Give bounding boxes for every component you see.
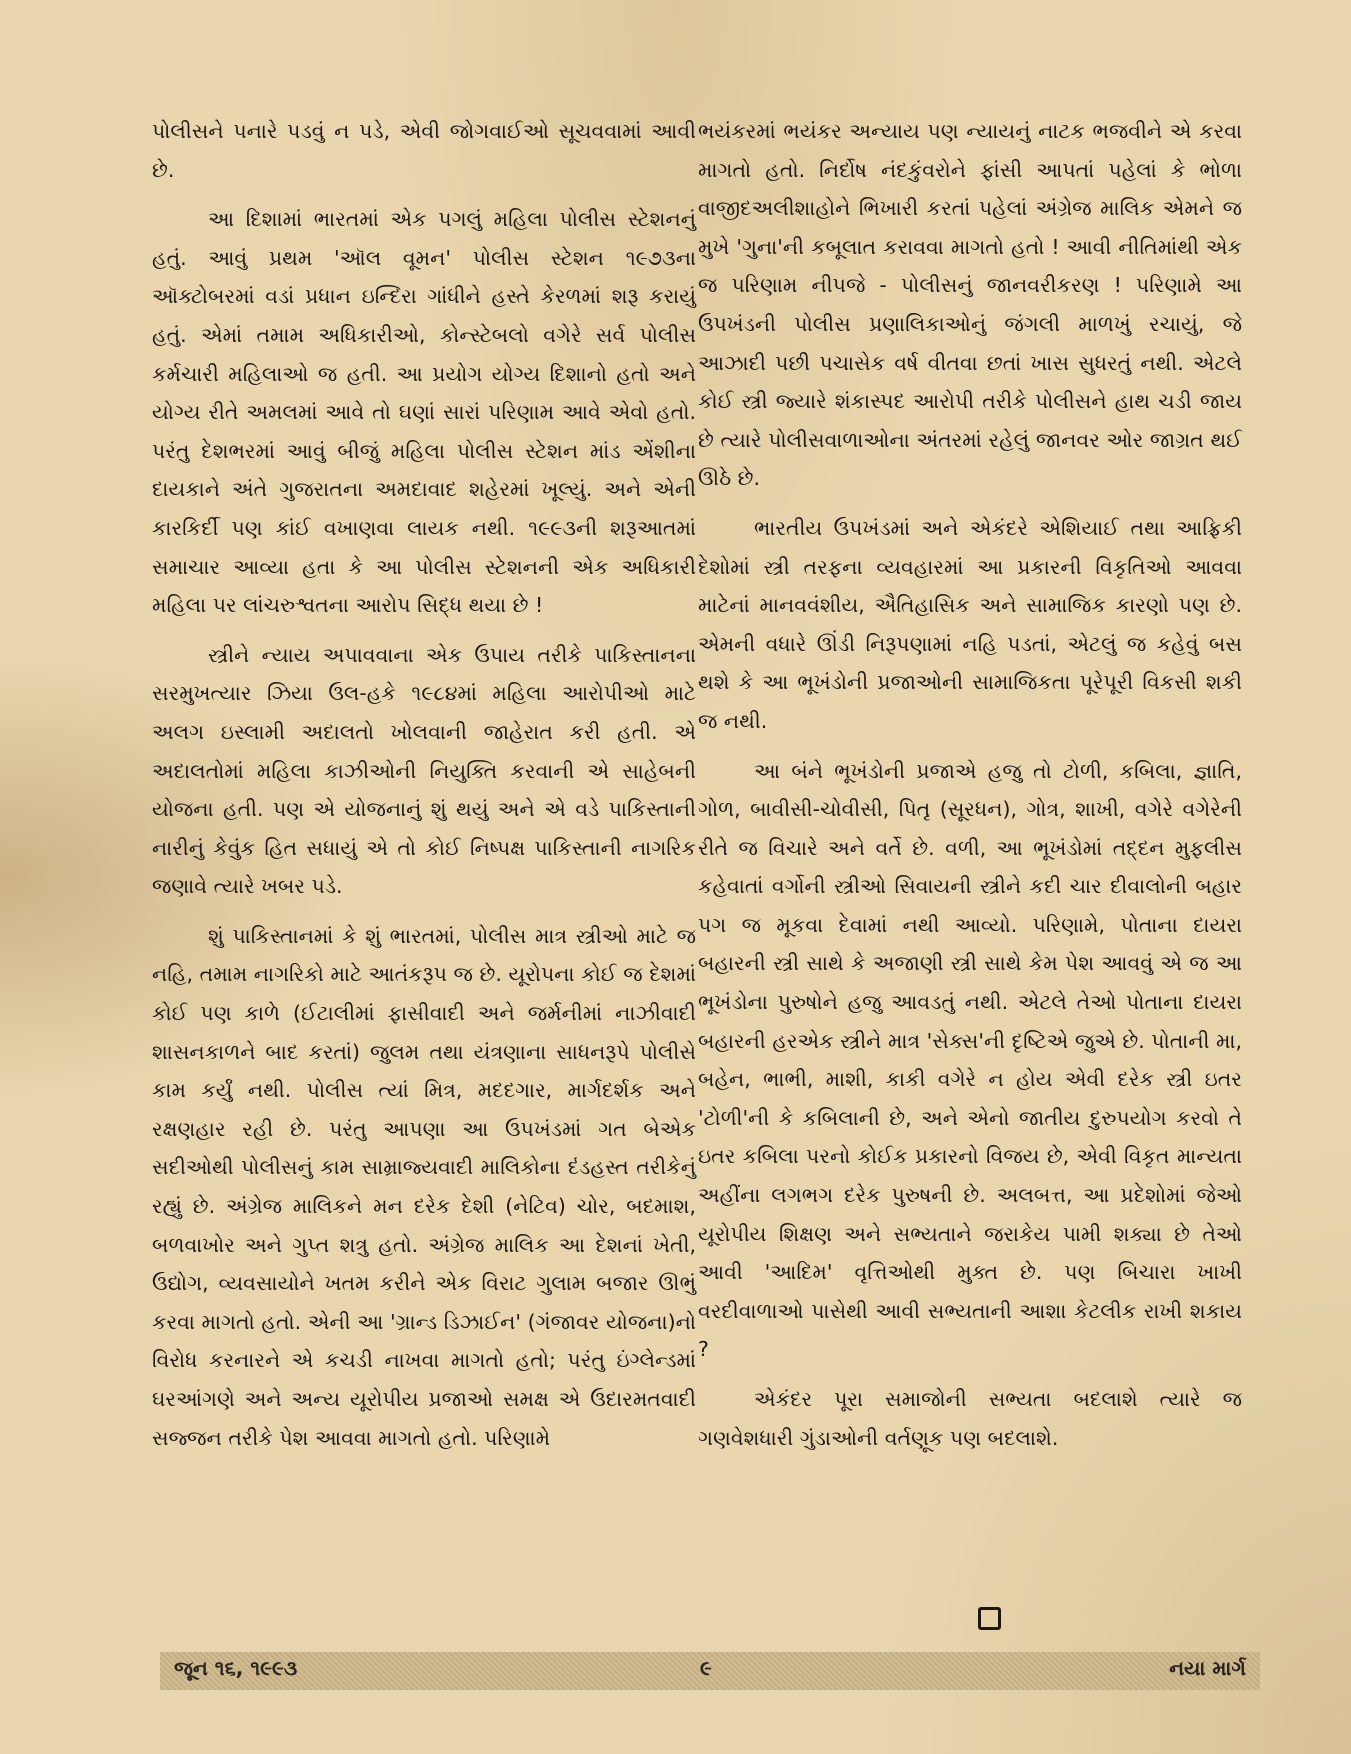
end-of-article-square-icon bbox=[978, 1607, 1001, 1630]
right-column bbox=[698, 112, 1242, 1457]
paragraph: પોલીસને પનારે પડવું ન પડે, એવી જોગવાઈઓ સૂચવવામાં આવી છે. bbox=[152, 119, 696, 182]
paragraph: આ દિશામાં ભારતમાં એક પગલું મહિલા પોલીસ સ્ટેશનનું હતું. આવું પ્રથમ 'ઑલ વૂમન' પોલીસ સ્ટેશન ૧૯૭૩ના ઑક્ટોબરમાં વડાં પ્રધાન ઇન્દિરા ગાંધીને હસ્તે કેરળમાં શરૂ કરાયું હતું. એમાં તમામ અધિકારીઓ, કોન્સ્ટેબલો વગેરે સર્વ પોલીસ કર્મચારી મહિલાઓ જ હતી. આ પ્રયોગ યોગ્ય દિશાનો હતો અને યોગ્ય રીતે અમલમાં આવે તો ઘણાં સારાં પરિણામ આવે એવો હતો. પરંતુ દેશભરમાં આવું બીજું મહિલા પોલીસ સ્ટેશન માંડ એંશીના દાયકાને અંતે ગુજરાતના અમદાવાદ શહેરમાં ખૂલ્યું. અને એની કારકિર્દી પણ કાંઈ વખાણવા લાયક નથી. ૧૯૯૩ની શરૂઆતમાં સમાચાર આવ્યા હતા કે આ પોલીસ સ્ટેશનની એક અધિકારી મહિલા પર લાંચરુશ્વતના આરોપ સિદ્ધ થયા છે ! bbox=[152, 207, 696, 618]
issue-date: જૂન ૧૬, ૧૯૯૩ bbox=[174, 1656, 298, 1680]
magazine-name: નયા માર્ગ bbox=[1169, 1656, 1246, 1680]
paragraph: એકંદર પૂરા સમાજોની સભ્યતા બદલાશે ત્યારે જ ગણવેશધારી ગુંડાઓની વર્તણૂક પણ બદલાશે. bbox=[698, 1387, 1242, 1450]
page-footer bbox=[160, 1652, 1260, 1690]
paragraph: સ્ત્રીને ન્યાય અપાવવાના એક ઉપાય તરીકે પાકિસ્તાનના સરમુખત્યાર ઝિયા ઉલ-હકે ૧૯૮૪માં મહિલા આરોપીઓ માટે અલગ ઇસ્લામી અદાલતો ખોલવાની જાહેરાત કરી હતી. એ અદાલતોમાં મહિલા કાઝીઓની નિયુક્તિ કરવાની એ સાહેબની યોજના હતી. પણ એ યોજનાનું શું થયું અને એ વડે પાકિસ્તાની નારીનું કેવુંક હિત સધાયું એ તો કોઈ નિષ્પક્ષ પાકિસ્તાની નાગરિક જણાવે ત્યારે ખબર પડે. bbox=[152, 642, 696, 899]
paragraph: આ બંને ભૂખંડોની પ્રજાએ હજુ તો ટોળી, કબિલા, જ્ઞાતિ, ગોળ, બાવીસી-ચોવીસી, પિતૃ (સૂરધન), ગોત્ર, શાખી, વગેરે વગેરેની રીતે જ વિચારે અને વર્તે છે. વળી, આ ભૂખંડોમાં તદ્દન મુફલીસ કહેવાતાં વર્ગોની સ્ત્રીઓ સિવાયની સ્ત્રીને કદી ચાર દીવાલોની બહાર પગ જ મૂકવા દેવામાં નથી આવ્યો. પરિણામે, પોતાના દાયરા બહારની સ્ત્રી સાથે કે અજાણી સ્ત્રી સાથે કેમ પેશ આવવું એ જ આ ભૂખંડોના પુરુષોને હજુ આવડતું નથી. એટલે તેઓ પોતાના દાયરા બહારની હરએક સ્ત્રીને માત્ર 'સેક્સ'ની દૃષ્ટિએ જુએ છે. પોતાની મા, બહેન, ભાભી, માશી, કાકી વગેરે ન હોય એવી દરેક સ્ત્રી ઇતર 'ટોળી'ની કે કબિલાની છે, અને એનો જાતીય દુરુપયોગ કરવો તે ઇતર કબિલા પરનો કોઈક પ્રકારનો વિજય છે, એવી વિકૃત માન્યતા અહીંના લગભગ દરેક પુરુષની છે. અલબત્ત, આ પ્રદેશોમાં જેઓ યૂરોપીય શિક્ષણ અને સભ્યતાને જરાકેય પામી શક્યા છે તેઓ આવી 'આદિમ' વૃત્તિઓથી મુક્ત છે. પણ બિચારા ખાખી વરદીવાળાઓ પાસેથી આવી સભ્યતાની આશા કેટલીક રાખી શકાય ? bbox=[698, 758, 1242, 1362]
paragraph: શું પાકિસ્તાનમાં કે શું ભારતમાં, પોલીસ માત્ર સ્ત્રીઓ માટે જ નહિ, તમામ નાગરિકો માટે આતંકરૂપ જ છે. યૂરોપના કોઈ જ દેશમાં કોઈ પણ કાળે (ઈટાલીમાં ફાસીવાદી અને જર્મનીમાં નાઝીવાદી શાસનકાળને બાદ કરતાં) જુલમ તથા યંત્રણાના સાધનરૂપે પોલીસે કામ કર્યું નથી. પોલીસ ત્યાં મિત્ર, મદદગાર, માર્ગદર્શક અને રક્ષણહાર રહી છે. પરંતુ આપણા આ ઉપખંડમાં ગત બેએક સદીઓથી પોલીસનું કામ સામ્રાજ્યવાદી માલિકોના દંડહસ્ત તરીકેનું રહ્યું છે. અંગ્રેજ માલિકને મન દરેક દેશી (નેટિવ) ચોર, બદમાશ, બળવાખોર અને ગુપ્ત શત્રુ હતો. અંગ્રેજ માલિક આ દેશનાં ખેતી, ઉદ્યોગ, વ્યવસાયોને ખતમ કરીને એક વિરાટ ગુલામ બજાર ઊભું કરવા માગતો હતો. એની આ 'ગ્રાન્ડ ડિઝાઈન' (ગંજાવર યોજના)નો વિરોધ કરનારને એ કચડી નાખવા માગતો હતો; પરંતુ ઇંગ્લેન્ડમાં ઘરઆંગણે અને અન્ય યૂરોપીય પ્રજાઓ સમક્ષ એ ઉદારમતવાદી સજ્જન તરીકે પેશ આવવા માગતો હતો. પરિણામે bbox=[152, 923, 696, 1450]
paragraph: ભારતીય ઉપખંડમાં અને એકંદરે એશિયાઈ તથા આફ્રિકી દેશોમાં સ્ત્રી તરફના વ્યવહારમાં આ પ્રકારની વિકૃતિઓ આવવા માટેનાં માનવવંશીય, ઐતિહાસિક અને સામાજિક કારણો પણ છે. એમની વધારે ઊંડી નિરૂપણામાં નહિ પડતાં, એટલું જ કહેવું બસ થશે કે આ ભૂખંડોની પ્રજાઓની સામાજિકતા પૂરેપૂરી વિકસી શકી જ નથી. bbox=[698, 515, 1242, 733]
left-column bbox=[152, 112, 696, 1457]
paragraph: ભયંકરમાં ભયંકર અન્યાય પણ ન્યાયનું નાટક ભજવીને એ કરવા માગતો હતો. નિર્દોષ નંદકુંવરોને ફાંસી આપતાં પહેલાં કે ભોળા વાજીદઅલીશાહોને ભિખારી કરતાં પહેલાં અંગ્રેજ માલિક એમને જ મુખે 'ગુના'ની કબૂલાત કરાવવા માગતો હતો ! આવી નીતિમાંથી એક જ પરિણામ નીપજે - પોલીસનું જાનવરીકરણ ! પરિણામે આ ઉપખંડની પોલીસ પ્રણાલિકાઓનું જંગલી માળખું રચાયું, જે આઝાદી પછી પચાસેક વર્ષ વીતવા છતાં ખાસ સુધરતું નથી. એટલે કોઈ સ્ત્રી જ્યારે શંકાસ્પદ આરોપી તરીકે પોલીસને હાથ ચડી જાય છે ત્યારે પોલીસવાળાઓના અંતરમાં રહેલું જાનવર ઓર જાગ્રત થઈ ઊઠે છે. bbox=[698, 119, 1242, 491]
page-number: ૯ bbox=[700, 1656, 712, 1680]
